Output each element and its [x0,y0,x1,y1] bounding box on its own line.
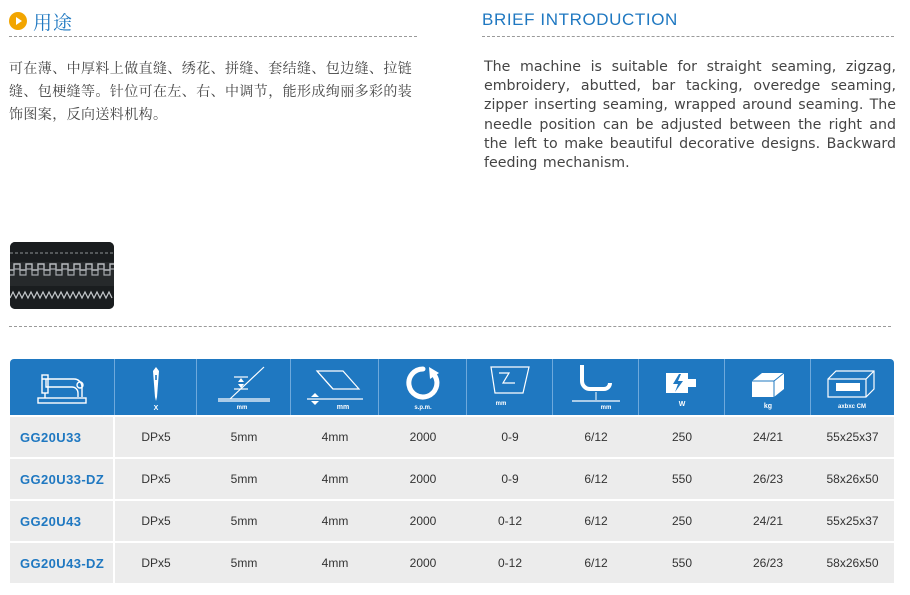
needle-icon [141,363,171,411]
stitch-width-icon [212,363,276,411]
stitch-length-cell: 4mm [291,415,379,457]
package-column-header [811,359,894,415]
power-cell: 550 [639,541,725,583]
zigzag-unit-label: mm [495,401,506,407]
power-column-header [639,359,725,415]
stitch-length-cell: 4mm [291,457,379,499]
power-cell: 250 [639,499,725,541]
stitch-width-unit-label: mm [236,405,247,411]
stitch-sample-image [10,242,114,309]
stitch-width-column-header [197,359,291,415]
motor-power-icon [662,363,702,411]
weight-column-header [725,359,811,415]
zigzag-cell: 0-9 [467,457,553,499]
cn-heading-divider [9,36,417,37]
speed-cell: 2000 [379,415,467,457]
sewing-machine-icon [32,365,92,409]
needle-cell: DPx5 [115,499,197,541]
model-column-header [10,359,115,415]
play-bullet-icon [9,12,27,30]
table-row [10,541,894,583]
foot-lift-cell: 6/12 [553,541,639,583]
speed-cell: 2000 [379,499,467,541]
model-cell: GG20U33 [10,415,115,457]
model-cell: GG20U33-DZ [10,457,115,499]
stitch-length-cell: 4mm [291,499,379,541]
specification-table [10,359,894,583]
needle-column-header [115,359,197,415]
package-cell: 58x26x50 [811,457,894,499]
cn-title: 用途 [33,11,74,34]
needle-cell: DPx5 [115,457,197,499]
needle-unit-label: X [153,405,158,411]
zigzag-column-header [467,359,553,415]
power-unit-label: W [678,401,685,408]
zigzag-cell: 0-12 [467,541,553,583]
foot-lift-cell: 6/12 [553,457,639,499]
section-divider [9,326,891,327]
stitch-length-column-header [291,359,379,415]
speed-unit-label: s.p.m. [413,405,432,411]
power-cell: 550 [639,457,725,499]
weight-icon [746,363,790,411]
zigzag-width-icon [485,363,535,411]
table-row [10,499,894,541]
speed-cell: 2000 [379,457,467,499]
zigzag-cell: 0-9 [467,415,553,457]
weight-unit-label: kg [763,403,772,410]
weight-cell: 26/23 [725,457,811,499]
en-description: The machine is suitable for straight seaming, zigzag, embroidery, abutted, bar tacking, overedge seaming, zipper inserting seaming, wrapped around seaming. The needle position can be adjusted between the right and the left to make beautiful decorative designs. Backward feeding mechanism. [484,59,896,172]
cn-description: 可在薄、中厚料上做直缝、绣花、拼缝、套结缝、包边缝、拉链缝、包梗缝等。针位可在左、右、中调节，能形成绚丽多彩的装饰图案，反向送料机构。 [9,61,413,123]
package-unit-label: axbxc CM [837,404,866,410]
power-cell: 250 [639,415,725,457]
stitch-length-icon [303,363,367,411]
stitch-length-unit-label: mm [336,404,349,411]
stitch-width-cell: 5mm [197,415,291,457]
table-row [10,415,894,457]
en-title: BRIEF INTRODUCTION [482,10,678,29]
foot-lift-cell: 6/12 [553,499,639,541]
en-heading-divider [482,36,894,37]
speed-icon [403,363,443,411]
cn-section-heading [9,8,73,34]
stitch-width-cell: 5mm [197,499,291,541]
stitch-width-cell: 5mm [197,457,291,499]
needle-cell: DPx5 [115,415,197,457]
foot-lift-cell: 6/12 [553,415,639,457]
foot-lift-unit-label: mm [600,405,611,411]
speed-cell: 2000 [379,541,467,583]
needle-cell: DPx5 [115,541,197,583]
weight-cell: 24/21 [725,415,811,457]
package-size-icon [822,363,884,411]
model-cell: GG20U43-DZ [10,541,115,583]
zigzag-cell: 0-12 [467,499,553,541]
package-cell: 58x26x50 [811,541,894,583]
stitch-width-cell: 5mm [197,541,291,583]
weight-cell: 26/23 [725,541,811,583]
model-cell: GG20U43 [10,499,115,541]
stitch-length-cell: 4mm [291,541,379,583]
package-cell: 55x25x37 [811,499,894,541]
presser-foot-lift-icon [568,363,624,411]
foot-lift-column-header [553,359,639,415]
table-row [10,457,894,499]
speed-column-header [379,359,467,415]
package-cell: 55x25x37 [811,415,894,457]
weight-cell: 24/21 [725,499,811,541]
table-header-row [10,359,894,415]
